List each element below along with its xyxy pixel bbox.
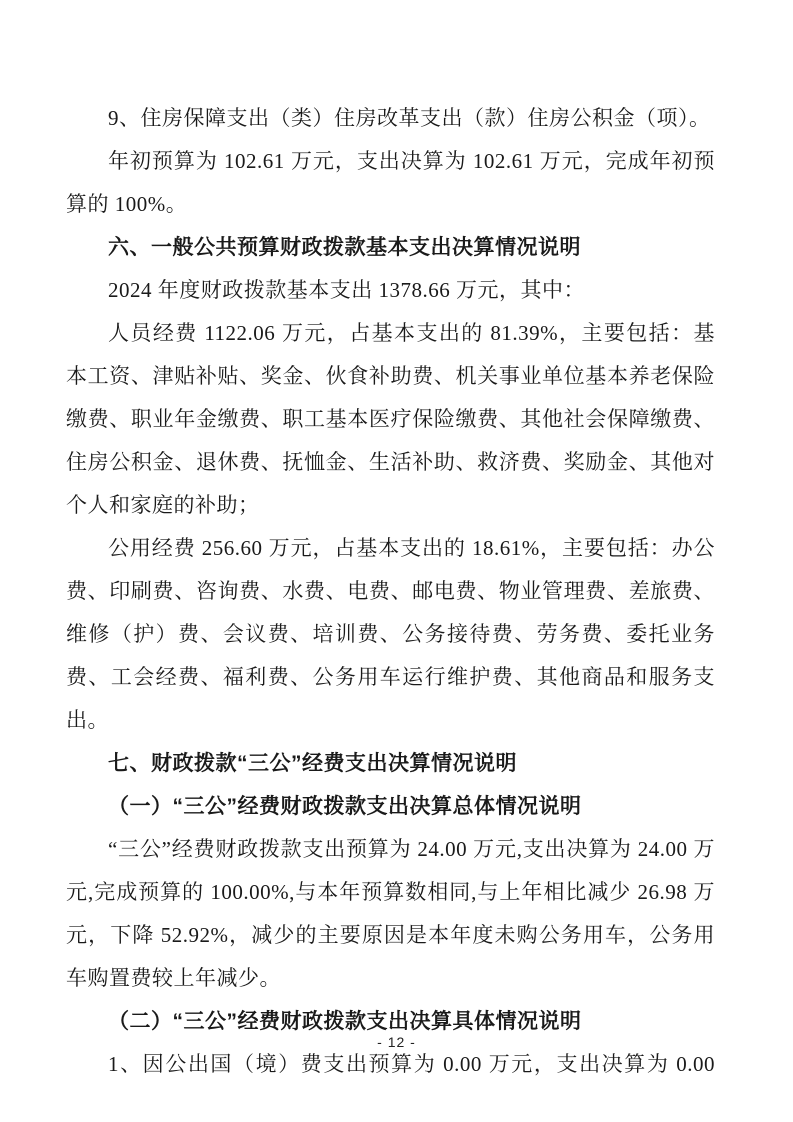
paragraph: 年初预算为 102.61 万元，支出决算为 102.61 万元，完成年初预算的 100%。 bbox=[66, 149, 715, 216]
paragraph: 2024 年度财政拨款基本支出 1378.66 万元，其中： bbox=[108, 278, 585, 302]
page-footer bbox=[0, 1032, 793, 1052]
section-heading-seven: 七、财政拨款“三公”经费支出决算情况说明 bbox=[108, 752, 517, 775]
page-number: - 12 - bbox=[377, 1034, 416, 1050]
paragraph: 人员经费 1122.06 万元，占基本支出的 81.39%，主要包括：基本工资、津贴补贴、奖金、伙食补助费、机关事业单位基本养老保险缴费、职业年金缴费、职工基本医疗保险缴费、其他社会保障缴费、住房公积金、退休费、抚恤金、生活补助、救济费、奖励金、其他对个人和家庭的补助； bbox=[66, 321, 715, 517]
paragraph: 公用经费 256.60 万元，占基本支出的 18.61%，主要包括：办公费、印刷费、咨询费、水费、电费、邮电费、物业管理费、差旅费、维修（护）费、会议费、培训费、公务接待费、劳务费、委托业务费、工会经费、福利费、公务用车运行维护费、其他商品和服务支出。 bbox=[66, 536, 715, 732]
subsection-heading-two: （二）“三公”经费财政拨款支出决算具体情况说明 bbox=[108, 1010, 582, 1033]
subsection-heading-one: （一）“三公”经费财政拨款支出决算总体情况说明 bbox=[108, 795, 582, 818]
paragraph: 9、住房保障支出（类）住房改革支出（款）住房公积金（项）。 bbox=[108, 106, 711, 130]
paragraph: 1、因公出国（境）费支出预算为 0.00 万元，支出决算为 0.00 bbox=[108, 1052, 715, 1076]
document-body bbox=[66, 97, 715, 1086]
paragraph: “三公”经费财政拨款支出预算为 24.00 万元,支出决算为 24.00 万元,完成预算的 100.00%,与本年预算数相同,与上年相比减少 26.98 万元，下降 52.92%，减少的主要原因是本年度未购公务用车，公务用车购置费较上年减少。 bbox=[66, 837, 715, 990]
section-heading-six: 六、一般公共预算财政拨款基本支出决算情况说明 bbox=[108, 236, 581, 259]
